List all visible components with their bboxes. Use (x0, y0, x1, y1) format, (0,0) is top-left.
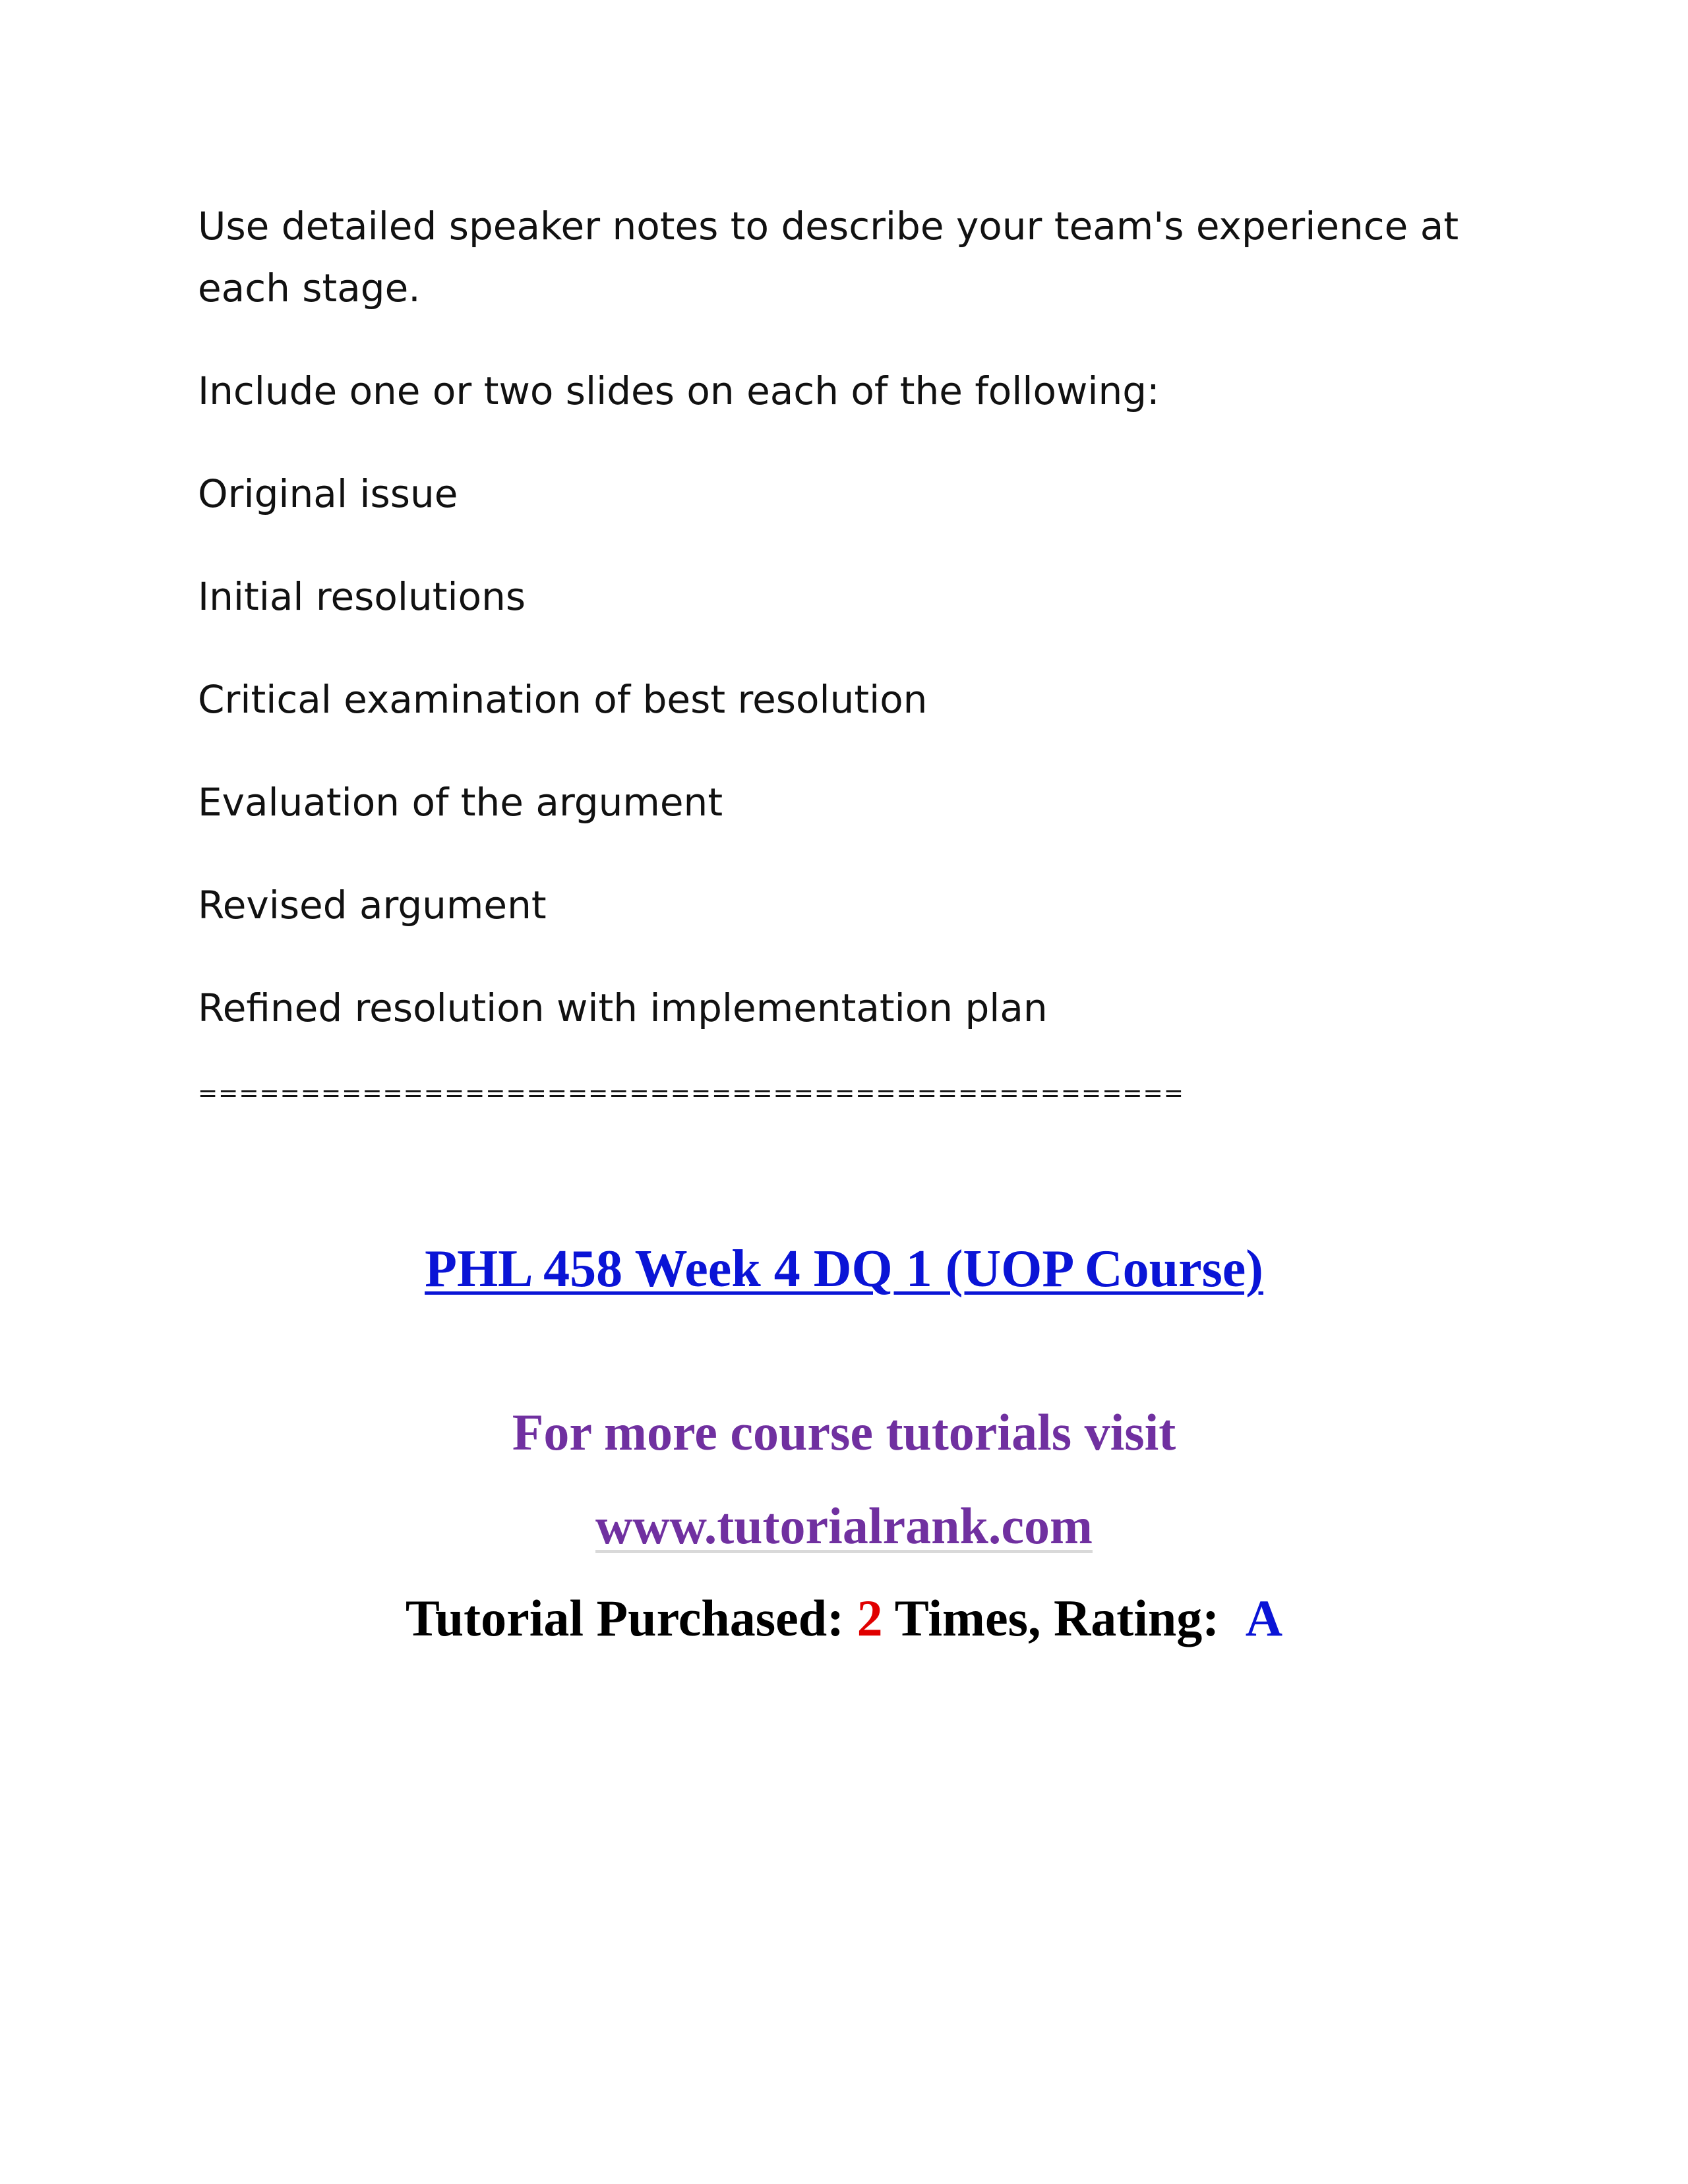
course-link[interactable]: PHL 458 Week 4 DQ 1 (UOP Course) (425, 1240, 1263, 1298)
rating-value: A (1245, 1589, 1283, 1647)
list-item-evaluation: Evaluation of the argument (198, 780, 723, 825)
promo-text: For more course tutorials visit (512, 1403, 1176, 1461)
purchase-count: 2 (857, 1589, 883, 1647)
times-rating-label: Times, Rating: (894, 1589, 1220, 1647)
separator-line: ================================================ (198, 1080, 1184, 1107)
site-link[interactable]: www.tutorialrank.com (595, 1497, 1093, 1554)
purchased-label: Tutorial Purchased: (405, 1589, 845, 1647)
list-item-original-issue: Original issue (198, 471, 458, 516)
intro-paragraph: Use detailed speaker notes to describe your team's experience at each stage. (198, 204, 1459, 310)
list-item-initial-resolutions: Initial resolutions (198, 574, 526, 619)
list-item-refined-resolution: Refined resolution with implementation plan (198, 986, 1048, 1030)
include-line: Include one or two slides on each of the following: (198, 369, 1160, 413)
list-item-revised-argument: Revised argument (198, 883, 547, 928)
site-url (0, 1496, 1688, 1556)
list-item-critical-examination: Critical examination of best resolution (198, 677, 928, 722)
course-title (0, 1239, 1688, 1299)
purchase-stats (0, 1589, 1688, 1648)
